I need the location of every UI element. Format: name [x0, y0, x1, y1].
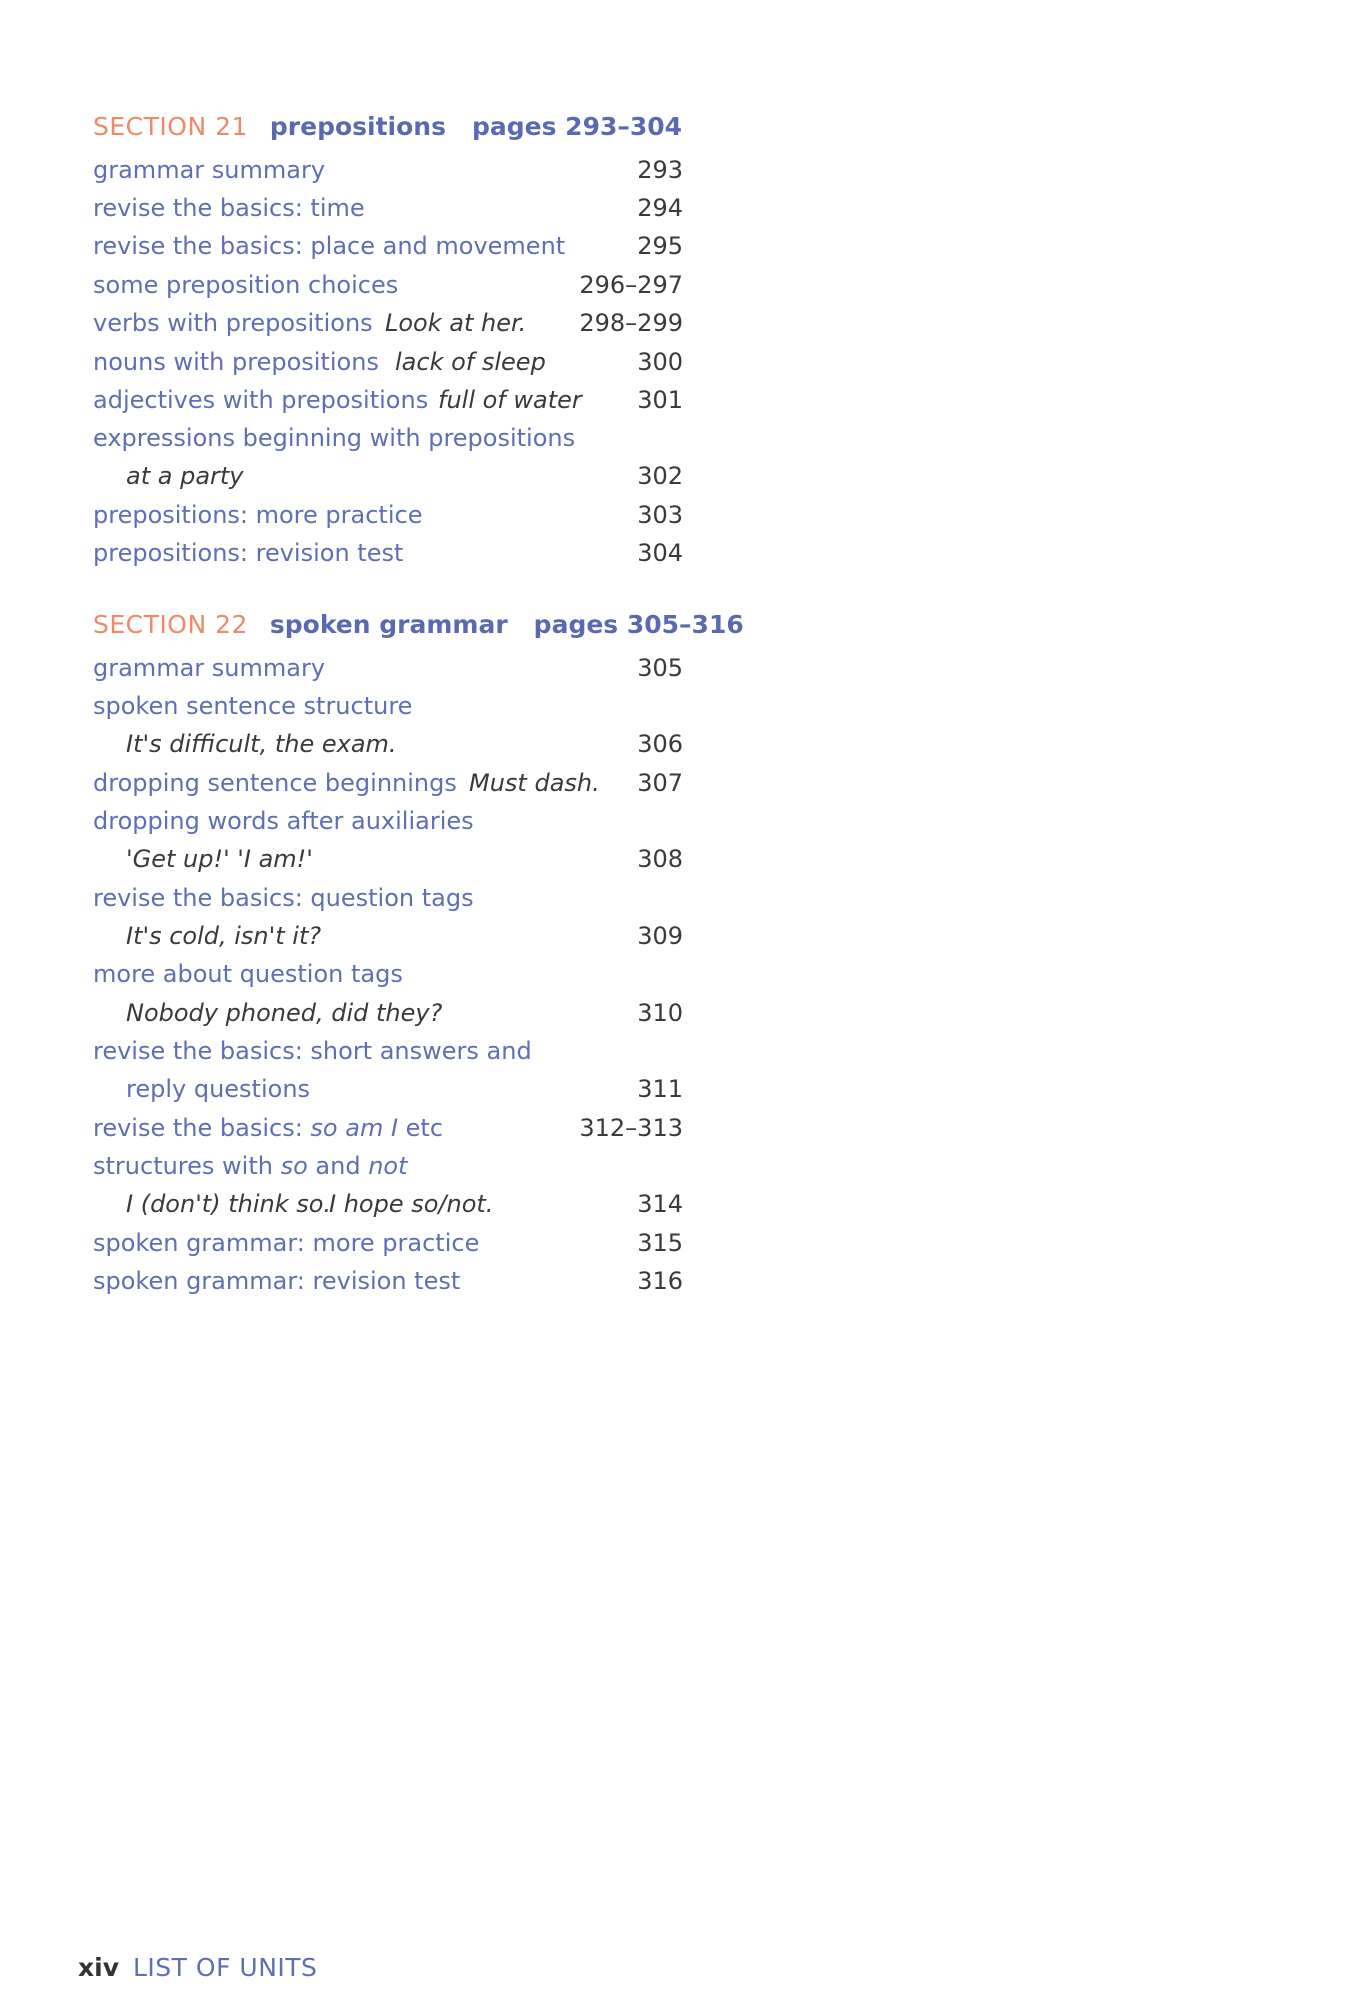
toc-entry: [93, 1147, 683, 1185]
toc-entry-continuation: [93, 725, 683, 763]
entry-title-text: structures with: [93, 1152, 281, 1180]
entry-title: revise the basics: place and movement: [93, 232, 566, 260]
entry-page: 308: [637, 845, 683, 873]
toc-entry: [93, 381, 683, 419]
entry-example: Must dash.: [469, 769, 600, 797]
page-footer: [78, 1953, 317, 1982]
toc-entry: [93, 955, 683, 993]
entry-title-text: and: [307, 1152, 369, 1180]
footer-title: LIST OF UNITS: [133, 1953, 318, 1982]
entry-title: spoken sentence structure: [93, 692, 413, 720]
entry-page: 300: [637, 348, 683, 376]
entry-page: 296–297: [579, 271, 683, 299]
section-label: SECTION 22: [93, 610, 248, 639]
entry-title: dropping words after auxiliaries: [93, 807, 474, 835]
entry-page: 298–299: [579, 309, 683, 337]
entry-page: 315: [637, 1229, 683, 1257]
entry-title-text: etc: [398, 1114, 444, 1142]
entry-title: revise the basics: question tags: [93, 884, 474, 912]
entry-title-continuation: reply questions: [126, 1075, 311, 1103]
entry-title: dropping sentence beginnings: [93, 769, 457, 797]
entry-page: 314: [637, 1190, 683, 1218]
toc-entry: [93, 227, 683, 265]
entry-page: 295: [637, 232, 683, 260]
entry-page: 312–313: [579, 1114, 683, 1142]
entry-title: expressions beginning with prepositions: [93, 424, 576, 452]
toc-entry-continuation: [93, 994, 683, 1032]
toc-entry: [93, 879, 683, 917]
entry-title: spoken grammar: revision test: [93, 1267, 461, 1295]
entry-page: 311: [637, 1075, 683, 1103]
section-21-heading: [93, 112, 682, 150]
toc-entry: [93, 649, 683, 687]
section-topic: spoken grammar: [269, 610, 508, 639]
entry-page: 316: [637, 1267, 683, 1295]
entry-example: I (don't) think so.: [126, 1190, 332, 1218]
entry-example: I hope so/not.: [329, 1190, 494, 1218]
toc-entry: [93, 266, 683, 304]
toc-entry: [93, 1224, 683, 1262]
entry-page: 301: [637, 386, 683, 414]
toc-entry: [93, 802, 683, 840]
toc-entry-continuation: [93, 840, 683, 878]
entry-title: more about question tags: [93, 960, 403, 988]
section-22-heading: [93, 610, 744, 648]
toc-entry: [93, 1109, 683, 1147]
section-pages: pages 293–304: [471, 112, 683, 141]
entry-example: It's cold, isn't it?: [126, 922, 322, 950]
toc-entry: [93, 1262, 683, 1300]
entry-page: 304: [637, 539, 683, 567]
toc-entry: [93, 687, 683, 725]
entry-example: lack of sleep: [395, 348, 546, 376]
toc-entry: [93, 534, 683, 572]
entry-title-italic: so am I: [310, 1114, 399, 1142]
entry-page: 310: [637, 999, 683, 1027]
entry-title: revise the basics: time: [93, 194, 365, 222]
toc-entry-continuation: [93, 1070, 683, 1108]
toc-entry: [93, 304, 683, 342]
entry-title-italic: so: [280, 1152, 308, 1180]
toc-entry-continuation: [93, 1185, 683, 1223]
toc-entry: [93, 496, 683, 534]
entry-title: revise the basics: short answers and: [93, 1037, 532, 1065]
entry-title: nouns with prepositions: [93, 348, 379, 376]
section-pages: pages 305–316: [533, 610, 744, 639]
toc-entry-continuation: [93, 457, 683, 495]
entry-title: prepositions: revision test: [93, 539, 404, 567]
entry-title: [93, 1109, 443, 1147]
entry-page: 302: [637, 462, 683, 490]
toc-entry-continuation: [93, 917, 683, 955]
entry-example: Look at her.: [385, 309, 527, 337]
entry-page: 305: [637, 654, 683, 682]
entry-page: 294: [637, 194, 683, 222]
entry-title-italic: not: [368, 1152, 408, 1180]
section-topic: prepositions: [269, 112, 446, 141]
entry-page: 293: [637, 156, 683, 184]
entry-title: grammar summary: [93, 156, 326, 184]
entry-page: 306: [637, 730, 683, 758]
entry-page: 309: [637, 922, 683, 950]
toc-entry: [93, 189, 683, 227]
entry-title-text: revise the basics:: [93, 1114, 311, 1142]
toc-entry: [93, 151, 683, 189]
entry-title: [93, 1147, 408, 1185]
page-number: xiv: [78, 1953, 119, 1982]
entry-title: adjectives with prepositions: [93, 386, 429, 414]
toc-entry: [93, 419, 683, 457]
entry-title: verbs with prepositions: [93, 309, 373, 337]
entry-example: 'Get up!' 'I am!': [126, 845, 313, 873]
entry-example: full of water: [438, 386, 582, 414]
entry-title: prepositions: more practice: [93, 501, 423, 529]
toc-entry: [93, 764, 683, 802]
entry-page: 303: [637, 501, 683, 529]
section-label: SECTION 21: [93, 112, 248, 141]
entry-example: Nobody phoned, did they?: [126, 999, 443, 1027]
entry-example: It's difficult, the exam.: [126, 730, 397, 758]
toc-entry: [93, 343, 683, 381]
entry-title: some preposition choices: [93, 271, 399, 299]
entry-title: spoken grammar: more practice: [93, 1229, 480, 1257]
toc-entry: [93, 1032, 683, 1070]
entry-page: 307: [637, 769, 683, 797]
entry-title: grammar summary: [93, 654, 326, 682]
entry-example: at a party: [126, 462, 244, 490]
